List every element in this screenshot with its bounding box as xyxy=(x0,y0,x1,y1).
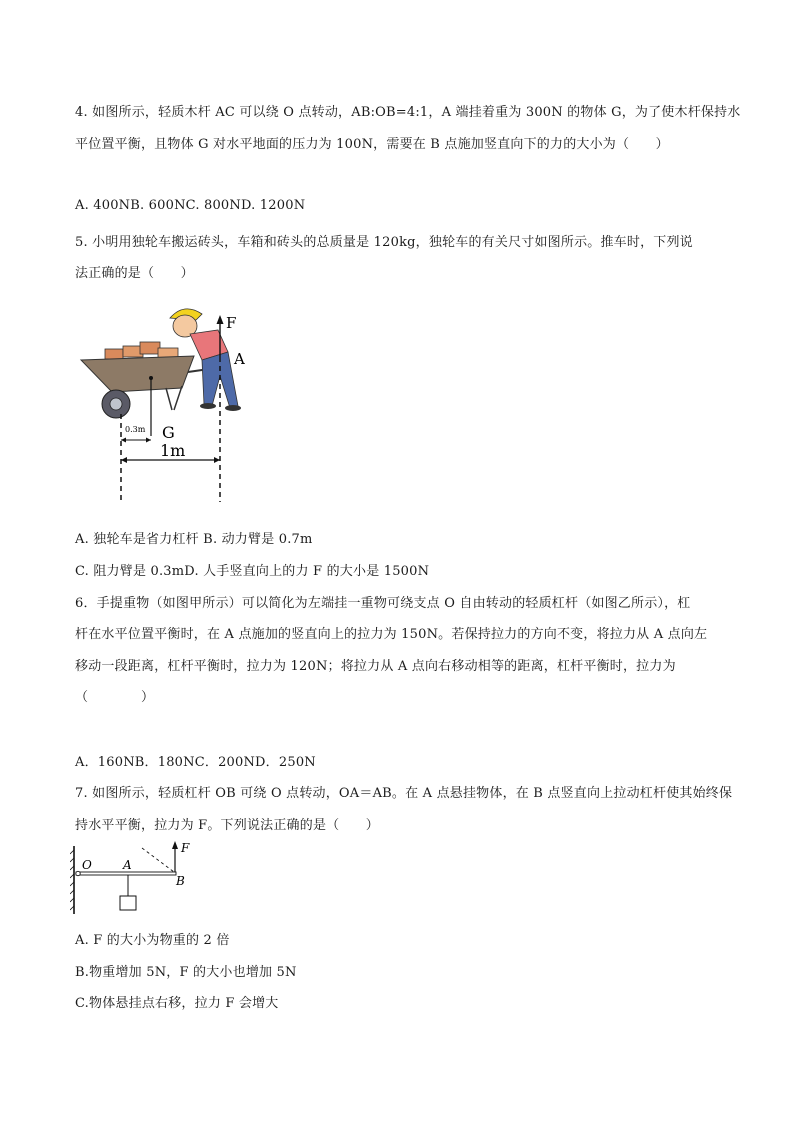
q5-option-cd: C. 阻力臂是 0.3mD. 人手竖直向上的力 F 的大小是 1500N xyxy=(75,564,430,579)
brick-icon xyxy=(140,342,160,354)
q6-options: A．160NB．180NC．200ND．250N xyxy=(75,755,316,770)
label-f: F xyxy=(226,314,237,332)
label-f: F xyxy=(181,841,190,855)
lever-bar xyxy=(76,872,176,875)
q7-option-a: A. F 的大小为物重的 2 倍 xyxy=(75,933,230,948)
wheelbarrow-figure xyxy=(78,296,258,508)
q7-option-c: C.物体悬挂点右移，拉力 F 会增大 xyxy=(75,996,279,1011)
q4-options: A. 400NB. 600NC. 800ND. 1200N xyxy=(75,198,306,213)
q6-stem-line-2: 杆在水平位置平衡时，在 A 点施加的竖直向上的拉力为 150N。若保持拉力的方向不变，将拉力从 A 点向左 xyxy=(75,627,708,642)
q5-stem-line-1: 5. 小明用独轮车搬运砖头，车箱和砖头的总质量是 120kg，独轮车的有关尺寸如图所示。推车时，下列说 xyxy=(75,235,693,250)
lever-figure xyxy=(70,840,200,918)
pivot-o xyxy=(76,871,80,875)
label-g: G xyxy=(162,423,175,442)
q7-stem-line-2: 持水平平衡，拉力为 F。下列说法正确的是（ ） xyxy=(75,818,379,833)
label-o: O xyxy=(82,858,92,872)
label-b: B xyxy=(176,874,185,888)
q4-stem-line-2: 平位置平衡，且物体 G 对水平地面的压力为 100N，需要在 B 点施加竖直向下的力的大小为（ ） xyxy=(75,137,669,152)
q5-option-ab: A. 独轮车是省力杠杆 B. 动力臂是 0.7m xyxy=(75,532,313,547)
q7-stem-line-1: 7. 如图所示，轻质杠杆 OB 可绕 O 点转动，OA＝AB。在 A 点悬挂物体，在 B 点竖直向上拉动杠杆使其始终保 xyxy=(75,786,733,801)
q5-stem-line-2: 法正确的是（ ） xyxy=(75,266,194,281)
label-a: A xyxy=(234,350,245,368)
wheelbarrow-leg xyxy=(166,388,172,410)
q6-stem-line-1: 6．手提重物（如图甲所示）可以简化为左端挂一重物可绕支点 O 自由转动的轻质杠杆（如图乙所示），杠 xyxy=(75,596,691,611)
weight-block xyxy=(120,896,136,910)
label-a: A xyxy=(123,858,132,872)
q6-stem-line-4: （ ） xyxy=(75,690,155,705)
q6-stem-line-3: 移动一段距离，杠杆平衡时，拉力为 120N；将拉力从 A 点向右移动相等的距离，杠杆平衡时，拉力为 xyxy=(75,659,676,674)
q7-option-b: B.物重增加 5N，F 的大小也增加 5N xyxy=(75,965,297,980)
brick-icon xyxy=(105,349,123,359)
label-0-3m: 0.3m xyxy=(125,425,146,434)
label-1m: 1m xyxy=(160,441,186,460)
wheelbarrow-tray xyxy=(81,356,194,392)
wheelbarrow-leg xyxy=(174,386,182,410)
q4-stem-line-1: 4. 如图所示，轻质木杆 AC 可以绕 O 点转动，AB:OB=4:1，A 端挂着重为 300N 的物体 G，为了使木杆保持水 xyxy=(75,105,741,120)
